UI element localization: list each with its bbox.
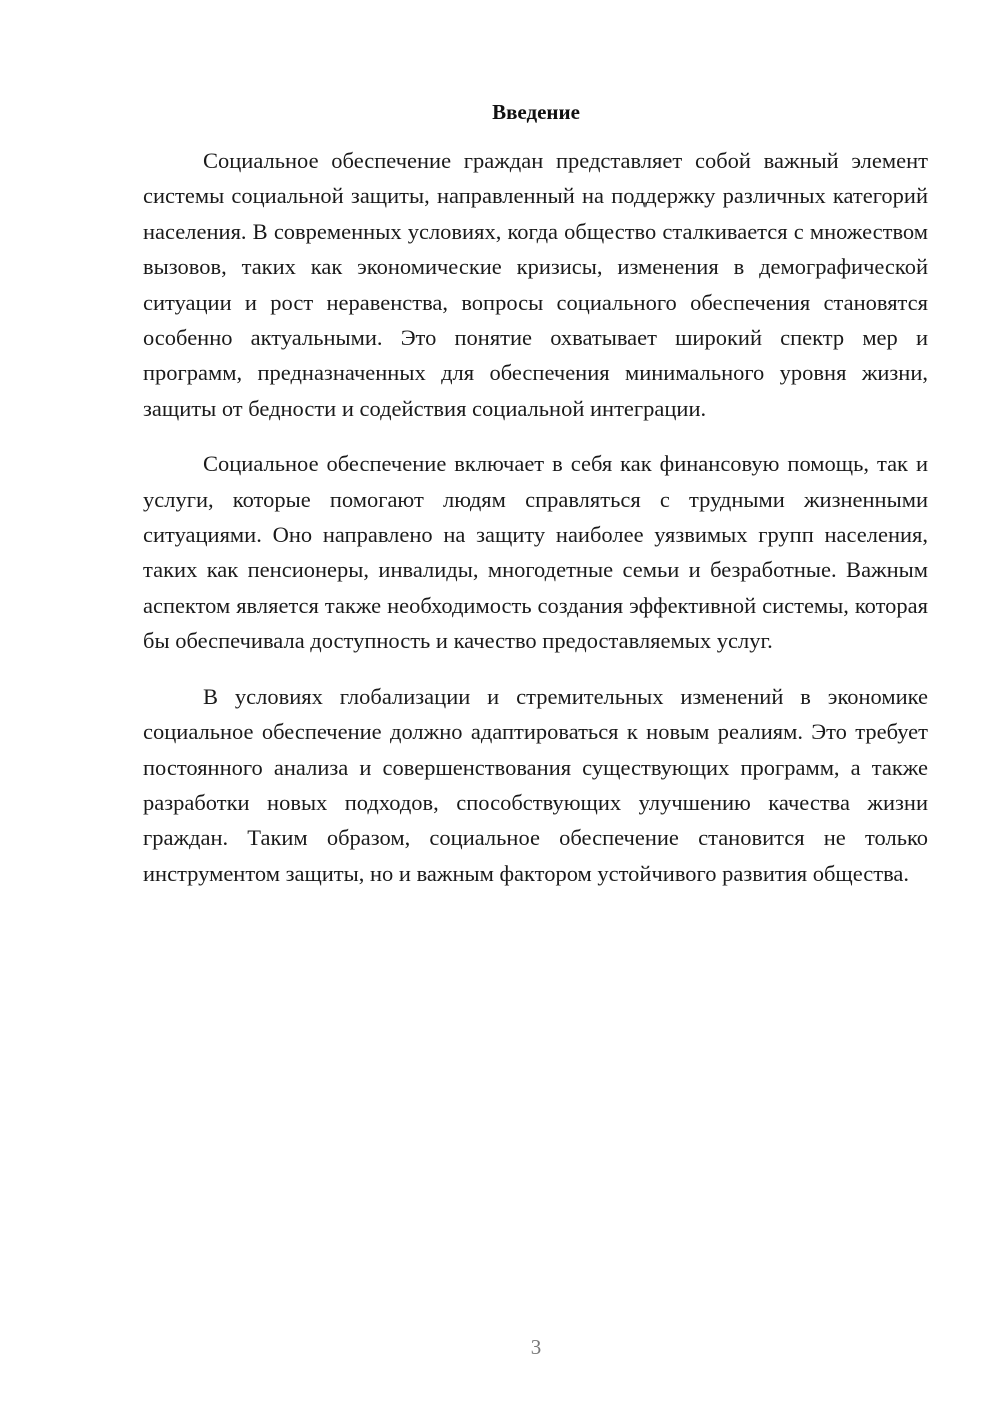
paragraph-1: Социальное обеспечение граждан представляет собой важный элемент системы социальной защиты, направленный на поддержку различных категорий населения. В современных условиях, когда общество сталкивается с множеством вызовов, таких как экономические кризисы, изменения в демографической ситуации и рост неравенства, вопросы социального обеспечения становятся особенно актуальными. Это понятие охватывает широкий спектр мер и программ, предназначенных для обеспечения минимального уровня жизни, защиты от бедности и содействия социальной интеграции. [143, 148, 928, 421]
body-text [143, 143, 928, 911]
paragraph-2: Социальное обеспечение включает в себя как финансовую помощь, так и услуги, которые помогают людям справляться с трудными жизненными ситуациями. Оно направлено на защиту наиболее уязвимых групп населения, таких как пенсионеры, инвалиды, многодетные семьи и безработные. Важным аспектом является также необходимость создания эффективной системы, которая бы обеспечивала доступность и качество предоставляемых услуг. [143, 451, 928, 654]
section-heading: Введение [492, 100, 580, 124]
page-number: 3 [530, 1335, 542, 1359]
paragraph-3: В условиях глобализации и стремительных изменений в экономике социальное обеспечение должно адаптироваться к новым реалиям. Это требует постоянного анализа и совершенствования существующих программ, а также разработки новых подходов, способствующих улучшению качества жизни граждан. Таким образом, социальное обеспечение становится не только инструментом защиты, но и важным фактором устойчивого развития общества. [143, 683, 928, 886]
